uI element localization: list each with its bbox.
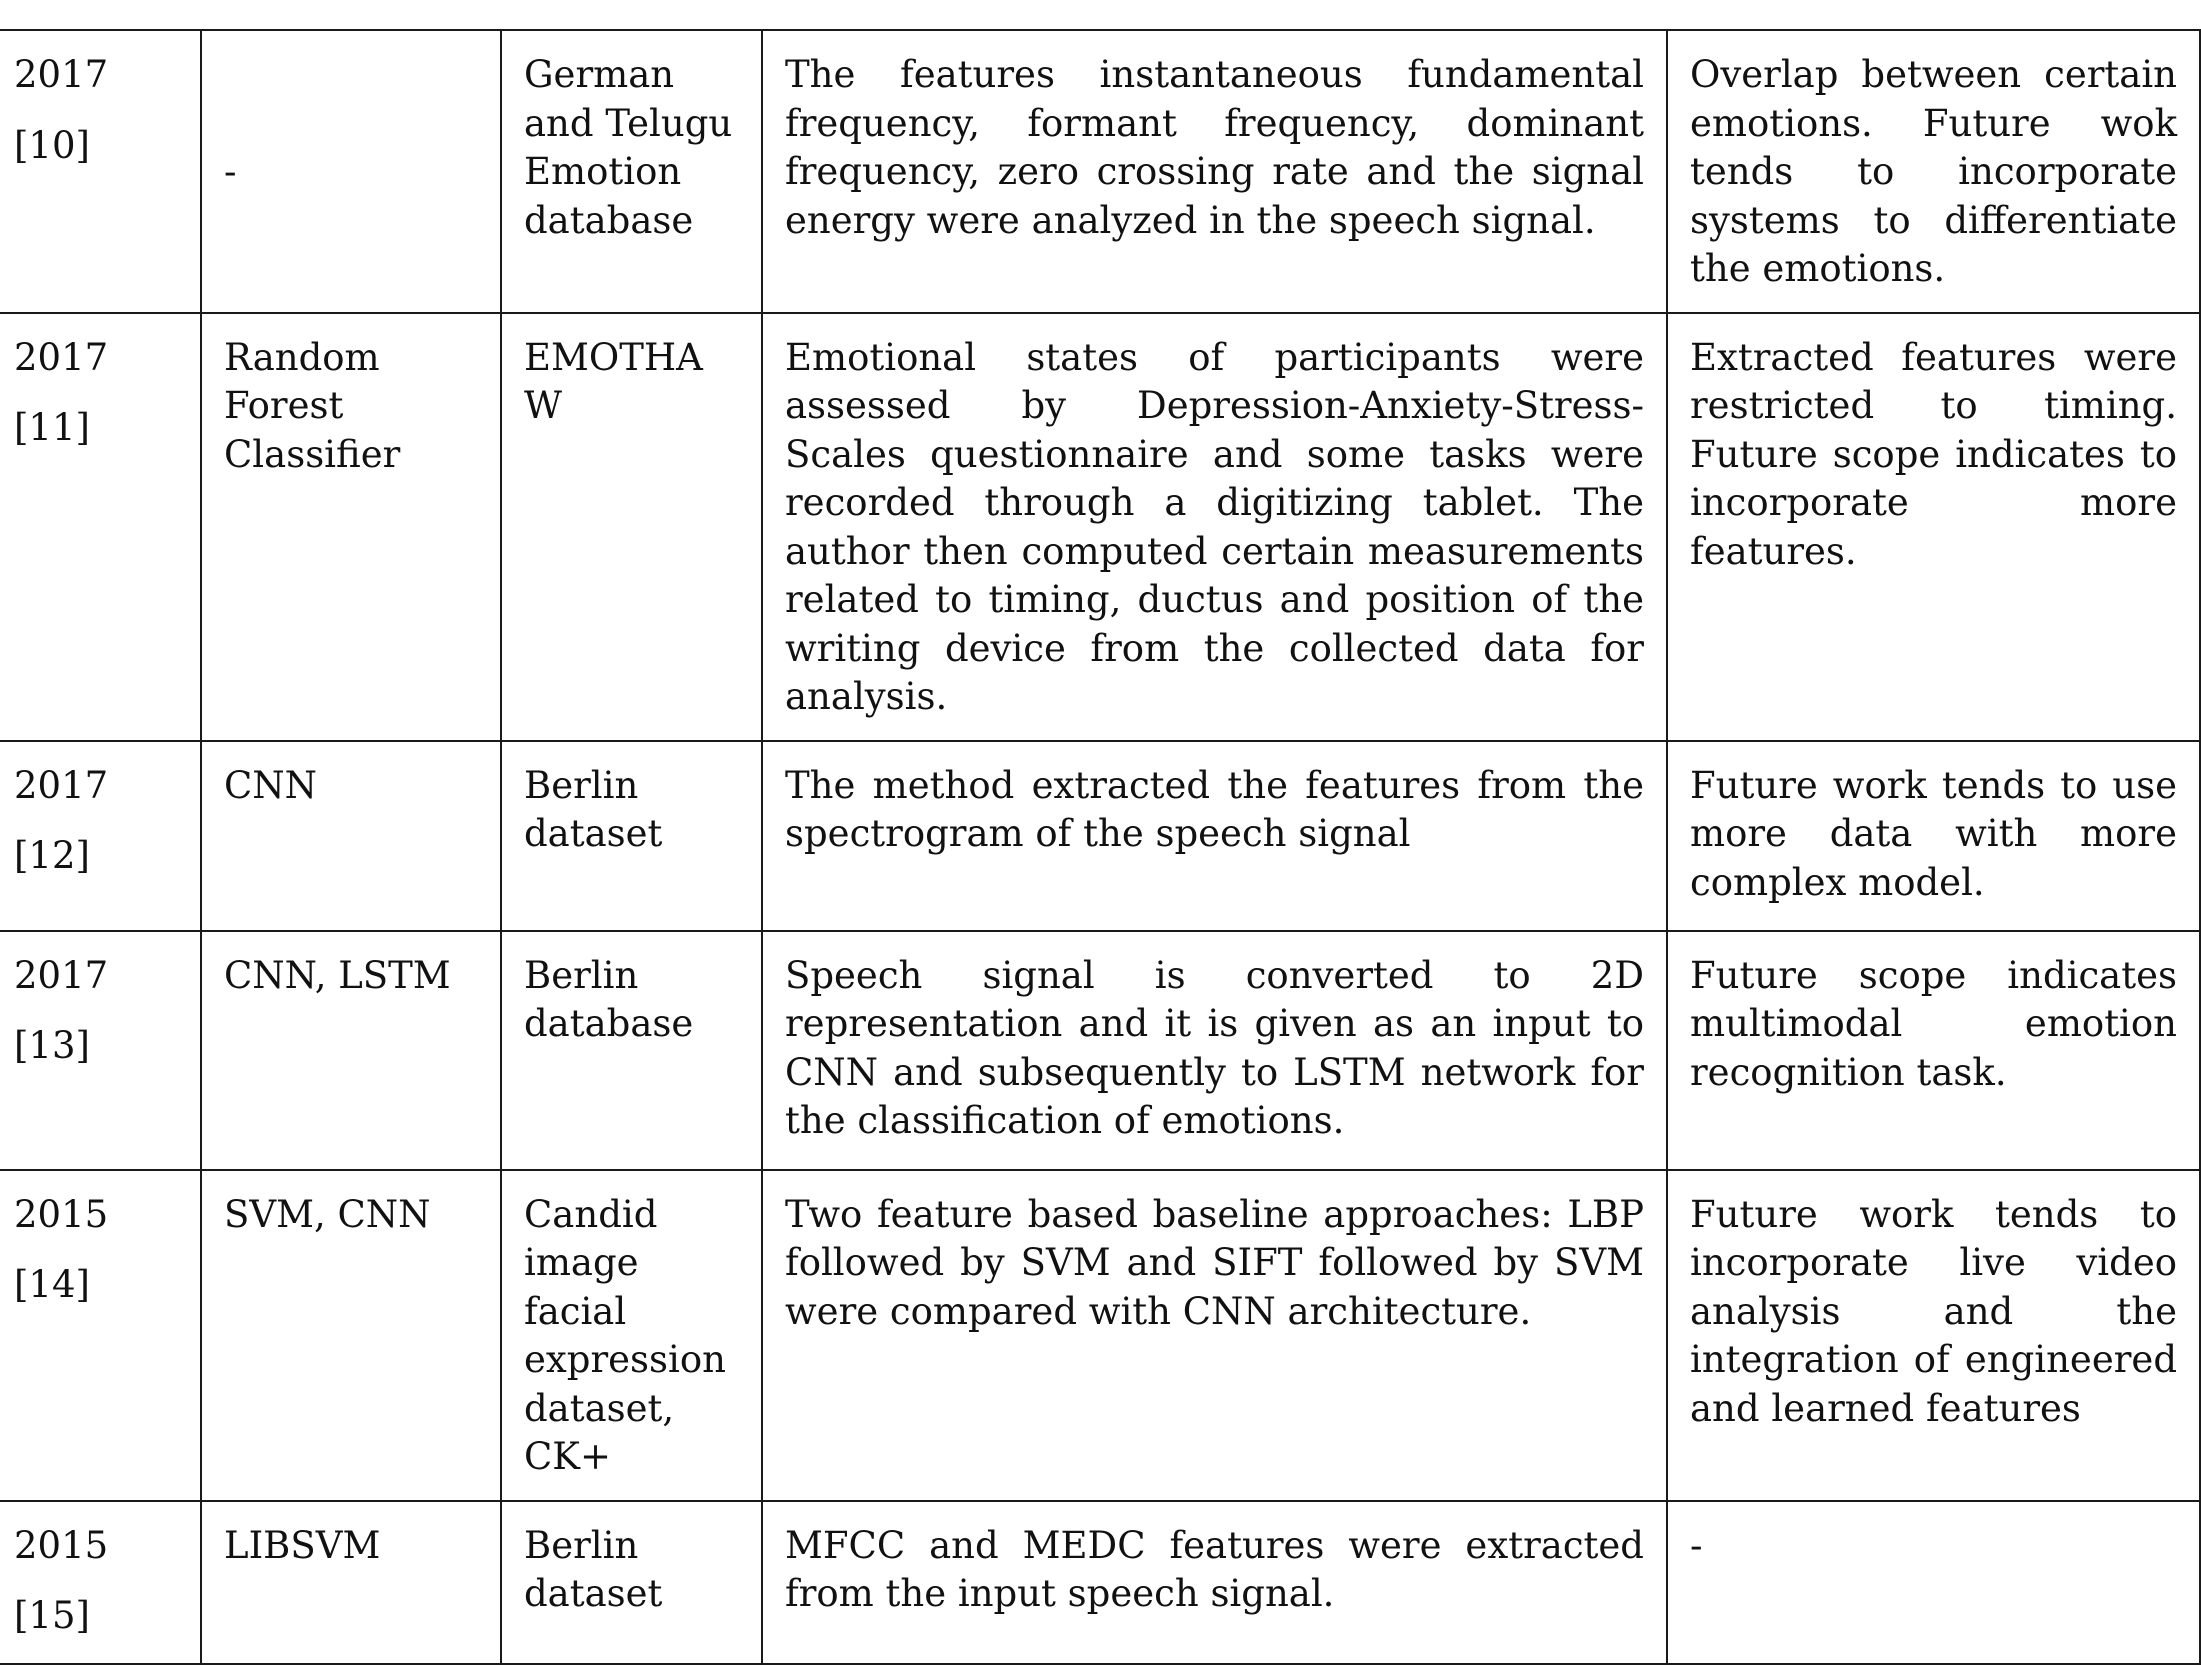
description-cell: The method extracted the features from the spectrogram of the speech signal: [762, 741, 1667, 931]
year-cell: [0, 313, 201, 741]
dataset-cell: Candid image facial expression dataset, CK+: [501, 1170, 762, 1501]
year-text: 2017: [14, 335, 109, 379]
reference-text: [15]: [14, 1594, 90, 1637]
year-text: 2017: [14, 763, 109, 807]
table-row: [0, 30, 2200, 313]
description-cell: Emotional states of participants were assessed by Depression-Anxiety-Stress-Scales questionnaire and some tasks were recorded through a digitizing tablet. The author then computed certain measurements related to timing, ductus and position of the writing device from the collected data for analysis.: [762, 313, 1667, 741]
year-cell: [0, 931, 201, 1170]
description-cell: MFCC and MEDC features were extracted from the input speech signal.: [762, 1501, 1667, 1664]
year-cell: [0, 1501, 201, 1664]
year-cell: [0, 1170, 201, 1501]
table-row: [0, 1501, 2200, 1664]
dataset-cell: German and Telugu Emotion database: [501, 30, 762, 313]
method-text: -: [224, 150, 237, 193]
description-cell: Two feature based baseline approaches: LBP followed by SVM and SIFT followed by SVM were compared with CNN architecture.: [762, 1170, 1667, 1501]
dataset-cell: Berlin dataset: [501, 1501, 762, 1664]
reference-text: [10]: [14, 123, 90, 167]
description-cell: The features instantaneous fundamental frequency, formant frequency, dominant frequency, zero crossing rate and the signal energy were analyzed in the speech signal.: [762, 30, 1667, 313]
year-text: 2015: [14, 1192, 109, 1236]
year-text: 2017: [14, 953, 109, 997]
reference-text: [14]: [14, 1263, 90, 1306]
method-cell: CNN, LSTM: [201, 931, 501, 1170]
year-cell: [0, 741, 201, 931]
limitation-cell: Extracted features were restricted to timing. Future scope indicates to incorporate more features.: [1667, 313, 2200, 741]
limitation-cell: -: [1667, 1501, 2200, 1664]
method-cell: CNN: [201, 741, 501, 931]
table-row: [0, 1170, 2200, 1501]
limitation-cell: Future work tends to use more data with more complex model.: [1667, 741, 2200, 931]
limitation-cell: Future work tends to incorporate live video analysis and the integration of engineered and learned features: [1667, 1170, 2200, 1501]
method-cell: LIBSVM: [201, 1501, 501, 1664]
dataset-cell: EMOTHAW: [501, 313, 762, 741]
reference-text: [13]: [14, 1024, 90, 1067]
reference-text: [11]: [14, 406, 90, 449]
method-cell: SVM, CNN: [201, 1170, 501, 1501]
limitation-cell: Overlap between certain emotions. Future wok tends to incorporate systems to differentiate the emotions.: [1667, 30, 2200, 313]
literature-table: [0, 29, 2201, 1665]
dataset-cell: Berlin dataset: [501, 741, 762, 931]
year-text: 2017: [14, 53, 109, 96]
table-row: [0, 313, 2200, 741]
table-row: [0, 931, 2200, 1170]
limitation-cell: Future scope indicates multimodal emotion recognition task.: [1667, 931, 2200, 1170]
description-cell: Speech signal is converted to 2D representation and it is given as an input to CNN and subsequently to LSTM network for the classification of emotions.: [762, 931, 1667, 1170]
table-row: [0, 741, 2200, 931]
reference-text: [12]: [14, 834, 90, 877]
method-cell: Random Forest Classifier: [201, 313, 501, 741]
method-cell: [201, 30, 501, 313]
dataset-cell: Berlin database: [501, 931, 762, 1170]
year-cell: [0, 30, 201, 313]
year-text: 2015: [14, 1523, 109, 1567]
